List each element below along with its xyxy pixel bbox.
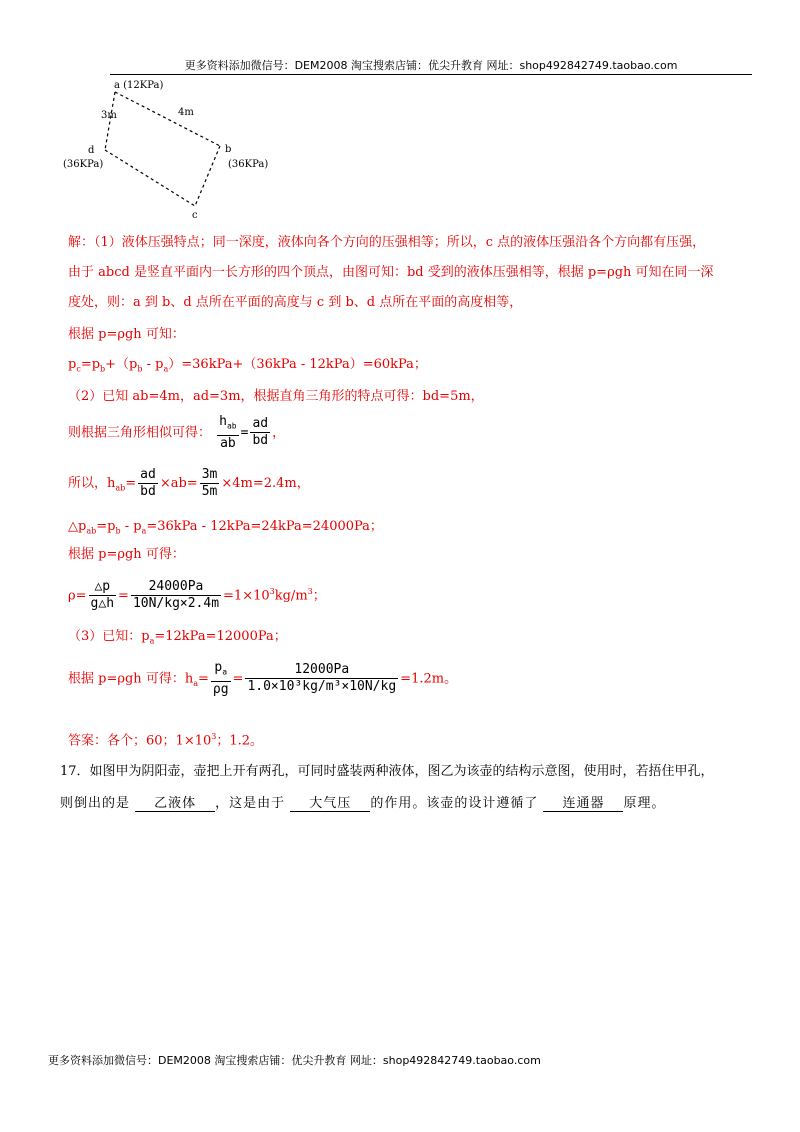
fraction-hab-ab: $\frac{h_{ab}}{ab}$ <box>219 414 237 451</box>
solution-line-1: 解：（1）液体压强特点；同一深度，液体向各个方向的压强相等；所以，c 点的液体压强沿各个方向都有压强， <box>68 235 706 250</box>
page-header: 更多资料添加微信号：DEM2008 淘宝搜索店铺：优尖升教育 网址：shop492842749.taobao.com <box>110 58 752 75</box>
label-c: c <box>192 210 198 221</box>
question-17-line-1: 17．如图甲为阴阳壶，壶把上开有两孔，可同时盛装两种液体，图乙为该壶的结构示意图，使用时，若捂住甲孔， <box>60 764 714 779</box>
solution-line-4: 根据 p=ρgh 可知： <box>68 327 185 342</box>
label-b-pressure: (36KPa) <box>228 159 269 170</box>
solution-line-8: 所以，$h_{ab}=$ $\frac{ad}{bd}$ ×ab= $\frac{3m}{5m}$ ×4m=2.4m， <box>68 467 310 499</box>
solution-line-11: ρ= $\frac{\triangle p}{g\triangle h}$ = $\frac{24000Pa}{10N/kg\times 2.4m}$ $=1\times 10^3kg/m^3$； <box>68 579 326 612</box>
question-17-line-2: 则倒出的是 乙液体 ，这是由于 大气压 的作用。该壶的设计遵循了 连通器 原理。 <box>60 792 665 812</box>
solution-line-2: 由于 abcd 是竖直平面内一长方形的四个顶点，由图可知：bd 受到的液体压强相等，根据 p=ρgh 可知在同一深 <box>68 265 714 280</box>
label-a: a (12KPa) <box>114 80 164 91</box>
solution-line-9: $\triangle p_{ab}=p_b - p_a=36kPa - 12kPa=24kPa=24000Pa$； <box>68 519 383 536</box>
page-footer: 更多资料添加微信号：DEM2008 淘宝搜索店铺：优尖升教育 网址：shop492842749.taobao.com <box>48 1054 541 1067</box>
fraction-ad-bd: $\frac{ad}{bd}$ <box>252 416 269 449</box>
edge-dc <box>105 150 195 206</box>
answer-blank-3: 连通器 <box>543 792 623 812</box>
label-d-pressure: (36KPa) <box>63 159 104 170</box>
label-b: b <box>225 144 232 155</box>
answer-blank-2: 大气压 <box>290 792 370 812</box>
answer-line: 答案：各个；60；$1\times 10^3$；1.2。 <box>68 732 264 749</box>
solution-line-7: 则根据三角形相似可得： $\frac{h_{ab}}{ab}$ = $\frac{ad}{bd}$ ， <box>68 414 286 451</box>
solution-line-3: 度处，则：a 到 b、d 点所在平面的高度与 c 到 b、d 点所在平面的高度相等， <box>68 295 523 310</box>
edge-bc <box>195 146 220 206</box>
solution-line-12: （3）已知：$p_a=12kPa=12000Pa$； <box>68 629 287 646</box>
solution-line-5: $p_c=p_b+(p_b - p_a)=36kPa+(36kPa - 12kPa)=60kPa$； <box>68 357 427 374</box>
label-d: d <box>88 145 95 156</box>
edge-ab <box>115 92 220 146</box>
rectangle-diagram <box>60 78 290 223</box>
label-ab: 4m <box>178 107 194 118</box>
solution-line-6: （2）已知 ab=4m，ad=3m，根据直角三角形的特点可得：bd=5m， <box>68 389 484 404</box>
label-ad: 3m <box>101 110 117 121</box>
edge-ad <box>105 92 115 150</box>
solution-line-13: 根据 p=ρgh 可得：$h_a=$ $\frac{p_a}{\rho g}$ = $\frac{12000Pa}{\text{1.0×10³kg/m³×10N/kg}}$ =1.2m。 <box>68 660 458 697</box>
answer-blank-1: 乙液体 <box>135 792 215 812</box>
solution-line-10: 根据 p=ρgh 可得： <box>68 547 185 562</box>
